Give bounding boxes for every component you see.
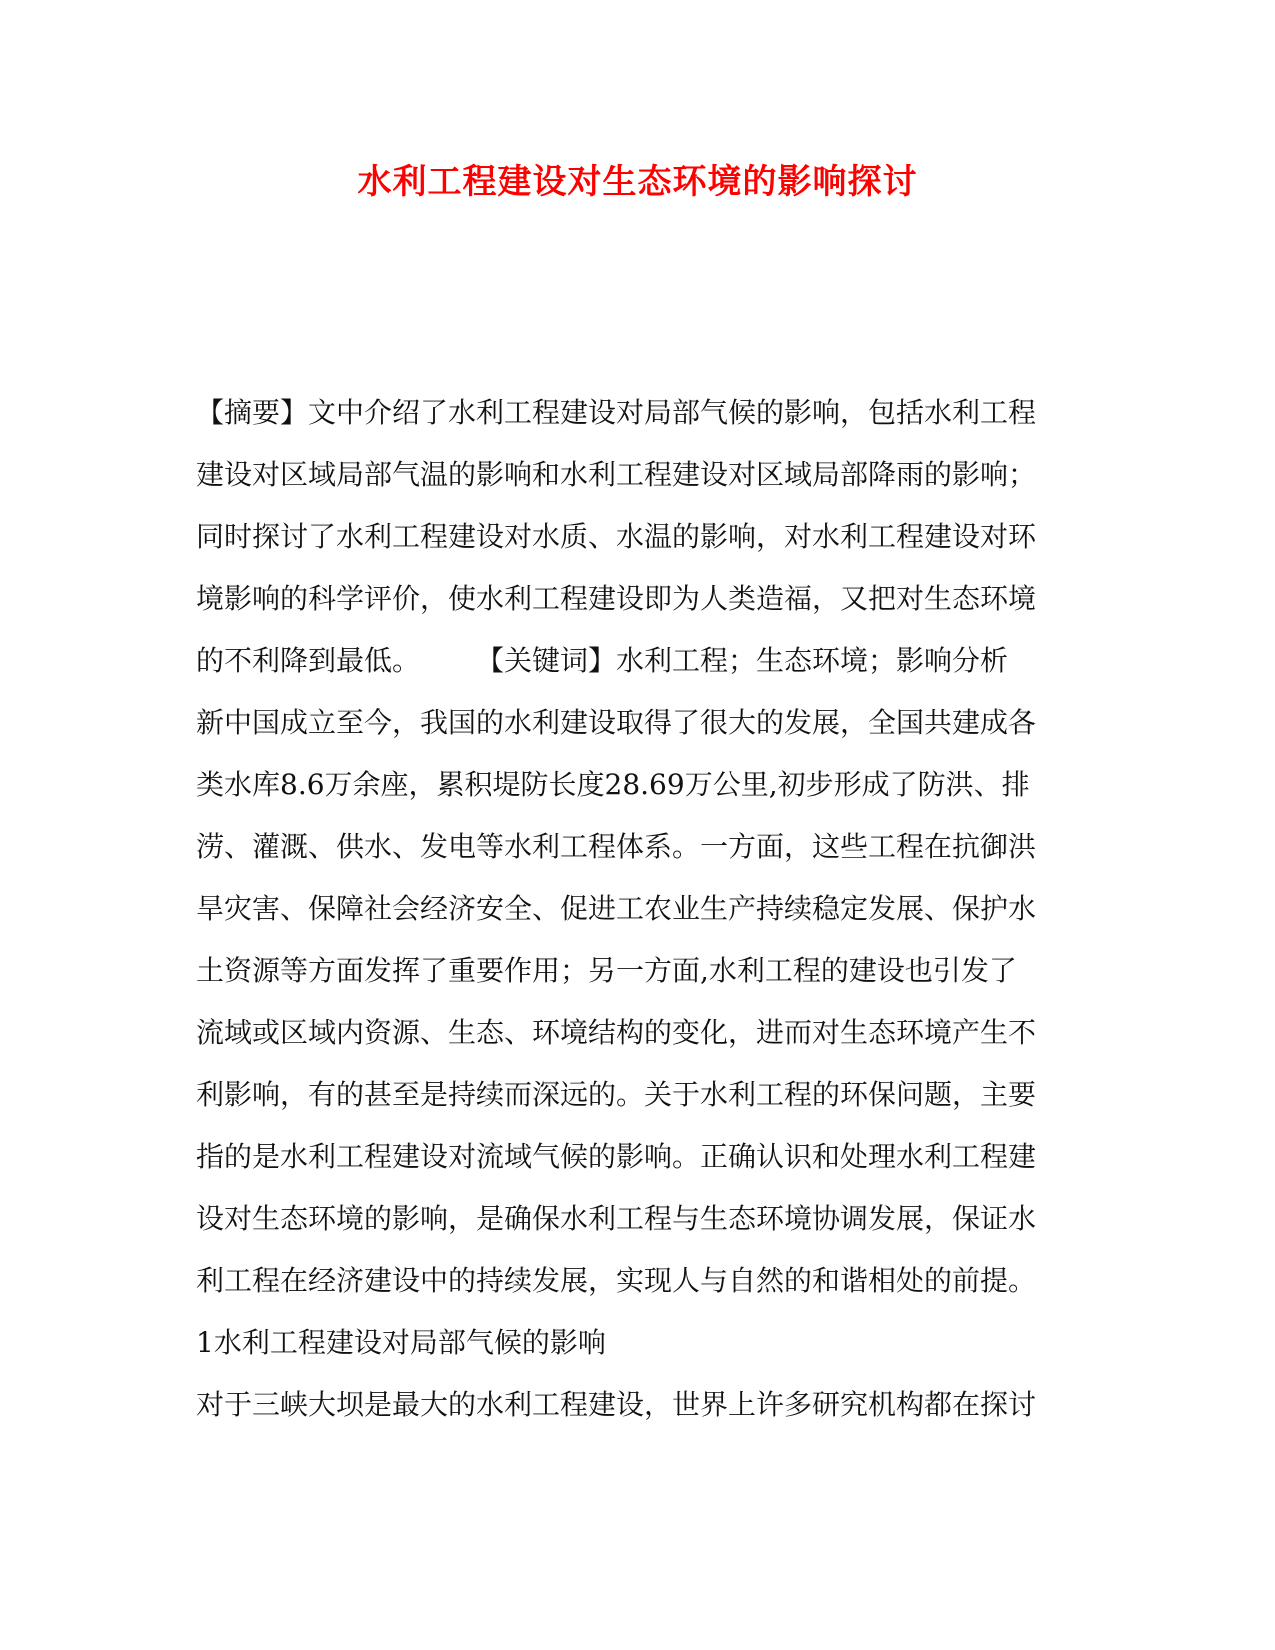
body-line: 利影响，有的甚至是持续而深远的。关于水利工程的环保问题，主要 (196, 1078, 1037, 1111)
body-line: 类水库8.6万余座，累积堤防长度28.69万公里,初步形成了防洪、排 (196, 768, 1030, 801)
body-line: 利工程在经济建设中的持续发展，实现人与自然的和谐相处的前提。 (196, 1264, 1037, 1297)
body-line: 新中国成立至今，我国的水利建设取得了很大的发展，全国共建成各 (196, 706, 1037, 739)
document-title: 水利工程建设对生态环境的影响探讨 (357, 162, 918, 202)
body-line: 对于三峡大坝是最大的水利工程建设，世界上许多研究机构都在探讨 (196, 1388, 1037, 1421)
body-line: 旱灾害、保障社会经济安全、促进工农业生产持续稳定发展、保护水 (196, 892, 1037, 925)
body-line: 设对生态环境的影响，是确保水利工程与生态环境协调发展，保证水 (196, 1202, 1037, 1235)
body-line: 建设对区域局部气温的影响和水利工程建设对区域局部降雨的影响； (196, 458, 1037, 491)
body-line: 同时探讨了水利工程建设对水质、水温的影响，对水利工程建设对环 (196, 520, 1037, 553)
body-line: 境影响的科学评价，使水利工程建设即为人类造福，又把对生态环境 (196, 582, 1037, 615)
section-heading: 1水利工程建设对局部气候的影响 (196, 1326, 606, 1359)
body-line: 土资源等方面发挥了重要作用；另一方面,水利工程的建设也引发了 (196, 954, 1017, 987)
body-line: 【摘要】文中介绍了水利工程建设对局部气候的影响，包括水利工程 (196, 396, 1037, 429)
body-line: 流域或区域内资源、生态、环境结构的变化，进而对生态环境产生不 (196, 1016, 1037, 1049)
keywords-line: 的不利降到最低。 【关键词】水利工程；生态环境；影响分析 (196, 644, 1009, 677)
body-line: 指的是水利工程建设对流域气候的影响。正确认识和处理水利工程建 (196, 1140, 1037, 1173)
body-line: 涝、灌溉、供水、发电等水利工程体系。一方面，这些工程在抗御洪 (196, 830, 1037, 863)
